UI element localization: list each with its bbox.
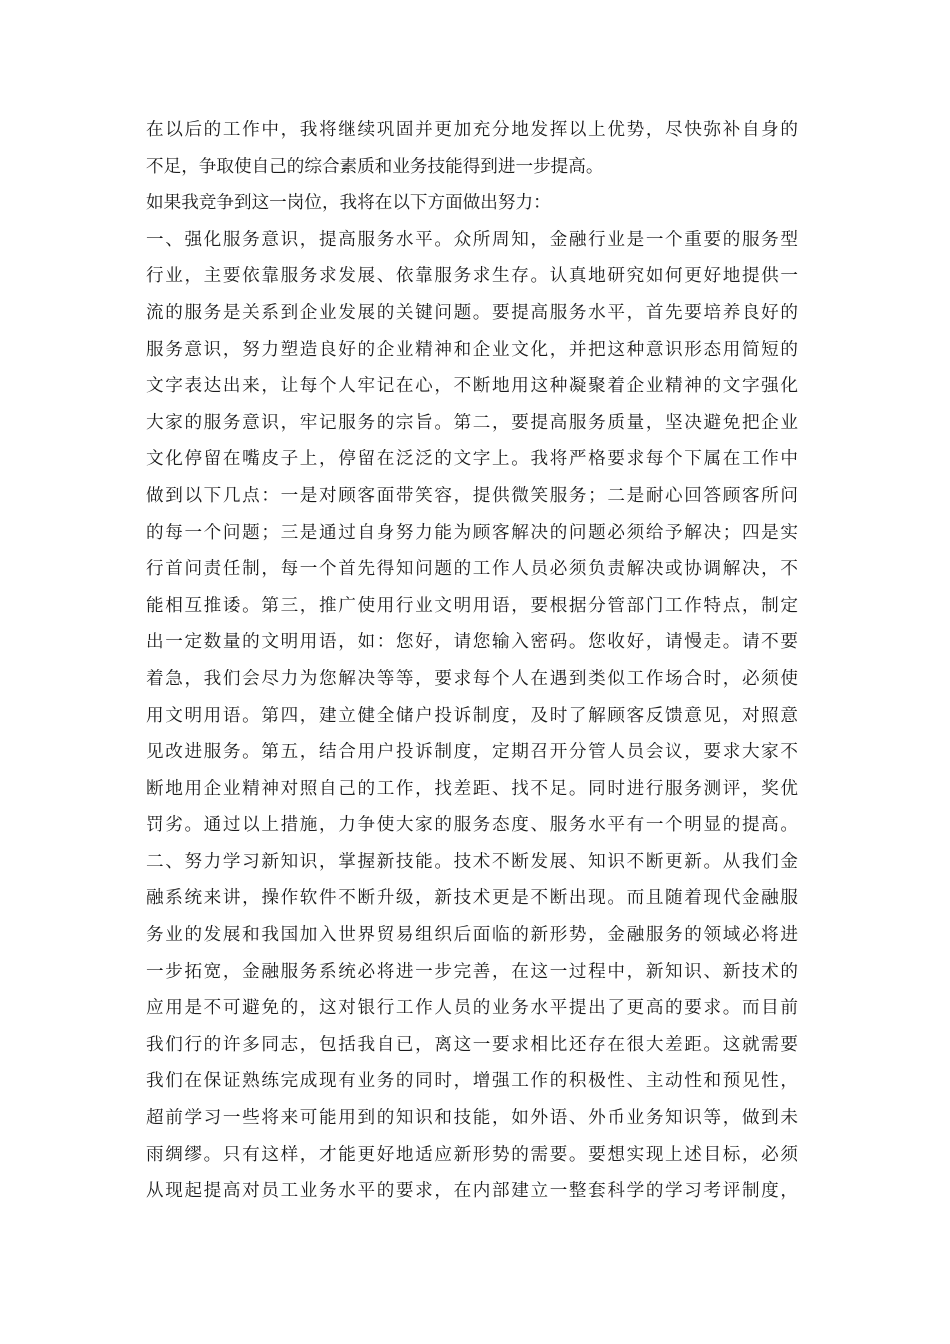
text-line: 行业，主要依靠服务求发展、依靠服务求生存。认真地研究如何更好地提供一 (146, 266, 798, 287)
text-line: 我们在保证熟练完成现有业务的同时，增强工作的积极性、主动性和预见性， (146, 1071, 798, 1092)
body-text (146, 112, 798, 1210)
text-line: 流的服务是关系到企业发展的关键问题。要提高服务水平，首先要培养良好的 (146, 302, 798, 323)
text-line: 行首问责任制，每一个首先得知问题的工作人员必须负责解决或协调解决，不 (146, 559, 798, 580)
text-line: 的每一个问题；三是通过自身努力能为顾客解决的问题必须给予解决；四是实 (146, 522, 798, 543)
text-line: 二、努力学习新知识，掌握新技能。技术不断发展、知识不断更新。从我们金 (146, 851, 798, 872)
text-line: 超前学习一些将来可能用到的知识和技能，如外语、外币业务知识等，做到未 (146, 1108, 798, 1129)
text-line: 不足，争取使自己的综合素质和业务技能得到进一步提高。 (146, 156, 604, 177)
text-line: 用文明用语。第四，建立健全储户投诉制度，及时了解顾客反馈意见，对照意 (146, 705, 798, 726)
text-line: 融系统来讲，操作软件不断升级，新技术更是不断出现。而且随着现代金融服 (146, 888, 798, 909)
text-line: 应用是不可避免的，这对银行工作人员的业务水平提出了更高的要求。而目前 (146, 998, 798, 1019)
text-line: 我们行的许多同志，包括我自已，离这一要求相比还存在很大差距。这就需要 (146, 1034, 798, 1055)
text-line: 服务意识，努力塑造良好的企业精神和企业文化，并把这种意识形态用简短的 (146, 339, 798, 360)
text-line: 在以后的工作中，我将继续巩固并更加充分地发挥以上优势，尽快弥补自身的 (146, 120, 798, 140)
text-line: 务业的发展和我国加入世界贸易组织后面临的新形势，金融服务的领域必将进 (146, 925, 798, 946)
text-line: 断地用企业精神对照自己的工作，找差距、找不足。同时进行服务测评，奖优 (146, 778, 798, 799)
text-line: 见改进服务。第五，结合用户投诉制度，定期召开分管人员会议，要求大家不 (146, 742, 798, 763)
text-line: 罚劣。通过以上措施，力争使大家的服务态度、服务水平有一个明显的提高。 (146, 815, 798, 836)
text-line: 做到以下几点：一是对顾客面带笑容，提供微笑服务；二是耐心回答顾客所问 (146, 485, 798, 506)
text-line: 如果我竞争到这一岗位，我将在以下方面做出努力： (146, 193, 551, 214)
text-line: 从现起提高对员工业务水平的要求，在内部建立一整套科学的学习考评制度， (146, 1181, 798, 1202)
text-line: 能相互推诿。第三，推广使用行业文明用语，要根据分管部门工作特点，制定 (146, 595, 798, 616)
text-line: 大家的服务意识，牢记服务的宗旨。第二，要提高服务质量，坚决避免把企业 (146, 412, 798, 433)
text-line: 一、强化服务意识，提高服务水平。众所周知，金融行业是一个重要的服务型 (146, 229, 798, 250)
text-line: 文字表达出来，让每个人牢记在心，不断地用这种凝聚着企业精神的文字强化 (146, 376, 798, 397)
text-line: 出一定数量的文明用语，如：您好，请您输入密码。您收好，请慢走。请不要 (146, 632, 798, 653)
text-line: 雨绸缪。只有这样，才能更好地适应新形势的需要。要想实现上述目标，必须 (146, 1144, 798, 1165)
text-line: 一步拓宽，金融服务系统必将进一步完善，在这一过程中，新知识、新技术的 (146, 961, 798, 982)
text-line: 着急，我们会尽力为您解决等等，要求每个人在遇到类似工作场合时，必须使 (146, 668, 798, 689)
text-line: 文化停留在嘴皮子上，停留在泛泛的文字上。我将严格要求每个下属在工作中 (146, 449, 798, 470)
